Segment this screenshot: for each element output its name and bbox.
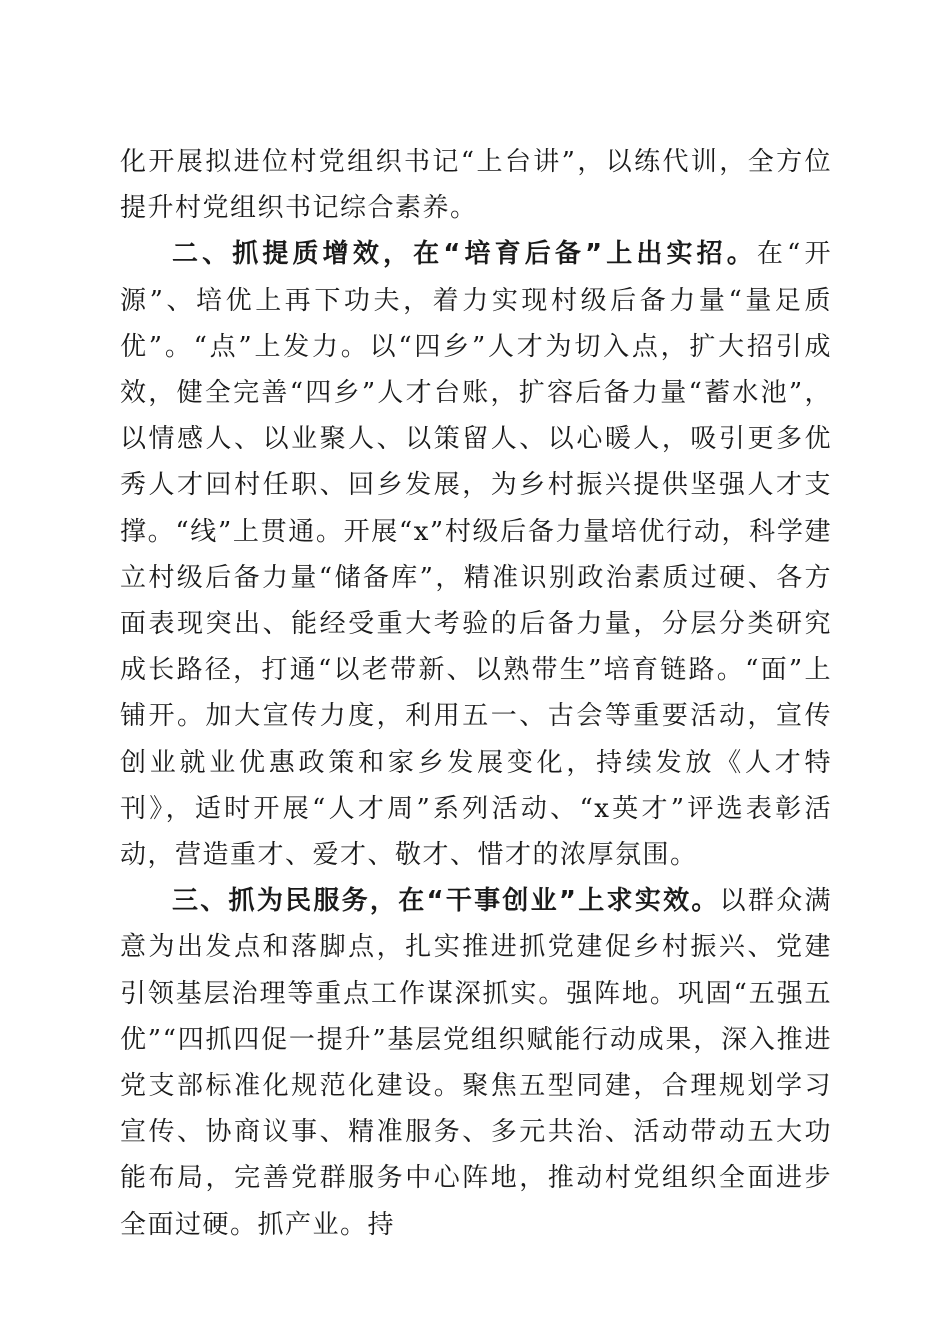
section-three-heading: 三、抓为民服务，在“干事创业”上求实效。: [172, 886, 720, 917]
paragraph-continuation: [120, 139, 832, 231]
paragraph-section-two: [120, 231, 832, 878]
document-body: [120, 139, 832, 1248]
section-three-body: 以群众满意为出发点和落脚点，扎实推进抓党建促乡村振兴、党建引领基层治理等重点工作谋深抓实。强阵地。巩固“五强五优”“四抓四促一提升”基层党组织赋能行动成果，深入推进党支部标准化规范化建设。聚焦五型同建，合理规划学习宣传、协商议事、精准服务、多元共治、活动带动五大功能布局，完善党群服务中心阵地，推动村党组织全面进步全面过硬。抓产业。持: [120, 886, 832, 1240]
section-two-body: 在“开源”、培优上再下功夫，着力实现村级后备力量“量足质优”。“点”上发力。以“四乡”人才为切入点，扩大招引成效，健全完善“四乡”人才台账，扩容后备力量“蓄水池”，以情感人、以业聚人、以策留人、以心暖人，吸引更多优秀人才回村任职、回乡发展，为乡村振兴提供坚强人才支撑。“线”上贯通。开展“x”村级后备力量培优行动，科学建立村级后备力量“储备库”，精准识别政治素质过硬、各方面表现突出、能经受重大考验的后备力量，分层分类研究成长路径，打通“以老带新、以熟带生”培育链路。“面”上铺开。加大宣传力度，利用五一、古会等重要活动，宣传创业就业优惠政策和家乡发展变化，持续发放《人才特刊》，适时开展“人才周”系列活动、“x英才”评选表彰活动，营造重才、爱才、敬才、惜才的浓厚氛围。: [120, 239, 832, 871]
section-two-heading: 二、抓提质增效，在“培育后备”上出实招。: [172, 239, 757, 270]
paragraph-section-three: [120, 878, 832, 1248]
paragraph-1-body: 化开展拟进位村党组织书记“上台讲”，以练代训，全方位提升村党组织书记综合素养。: [120, 147, 832, 224]
